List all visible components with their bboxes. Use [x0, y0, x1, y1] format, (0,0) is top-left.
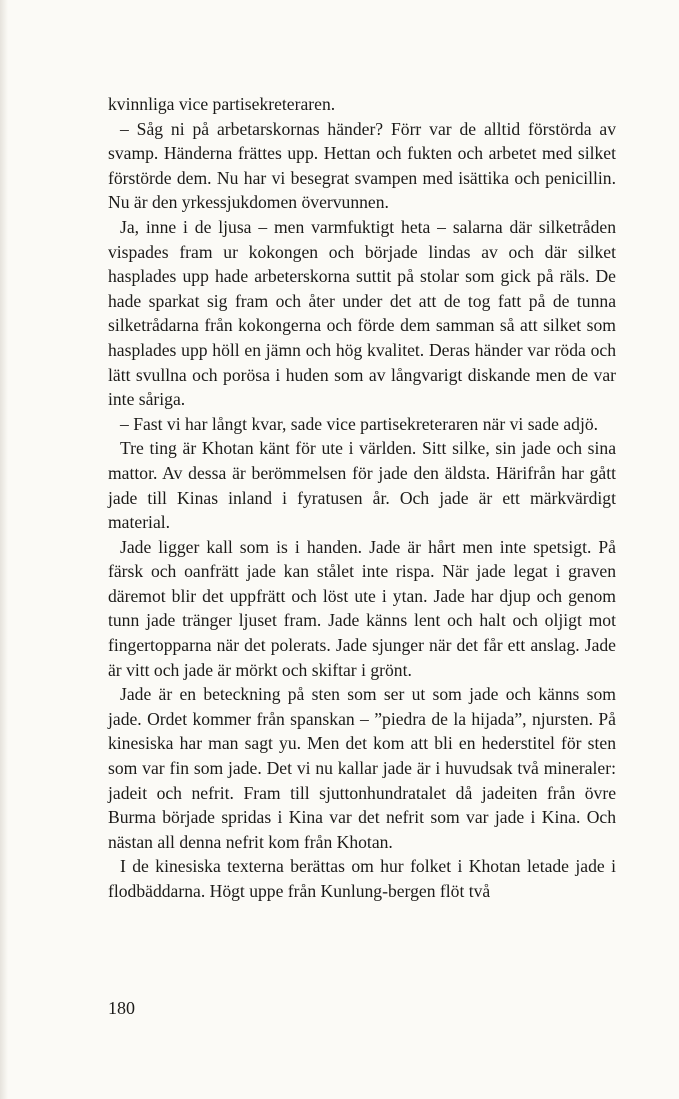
page-binding-shadow: [0, 0, 8, 1099]
paragraph-7: Jade är en beteckning på sten som ser ut som jade och känns som jade. Ordet kommer från spanskan – ”piedra de la hijada”, njursten. På kinesiska har man sagt yu. Men det kom att bli en hederstitel för sten som var fin som jade. Det vi nu kallar jade är i huvudsak två mineraler: jadeit och nefrit. Fram till sjuttonhundratalet då jadeiten från övre Burma började spridas i Kina var det nefrit som var jade i Kina. Och nästan all denna nefrit kom från Khotan.: [108, 684, 616, 852]
paragraph-1: kvinnliga vice partisekreteraren.: [108, 94, 336, 114]
paragraph-5: Tre ting är Khotan känt för ute i världen. Sitt silke, sin jade och sina mattor. Av dessa är berömmelsen för jade den äldsta. Härifrån har gått jade till Kinas inland i fyratusen år. Och jade är ett märkvärdigt material.: [108, 438, 616, 533]
paragraph-3: Ja, inne i de ljusa – men varmfuktigt heta – salarna där silketråden vispades fram ur kokongen och började lindas av och där silket hasplades upp hade arbeterskorna suttit på stolar som gick på räls. De hade sparkat sig fram och åter under det att de tog fatt på de tunna silketrådarna från kokongerna och förde dem samman så att silket som hasplades upp höll en jämn och hög kvalitet. Deras händer var röda och lätt svullna och porösa i huden som av långvarigt diskande men de var inte såriga.: [108, 216, 616, 410]
paragraph-4: – Fast vi har långt kvar, sade vice partisekreteraren när vi sade adjö.: [120, 413, 599, 434]
page-number: 180: [108, 998, 135, 1018]
body-text: [108, 92, 616, 904]
paragraph-2: – Såg ni på arbetarskornas händer? Förr var de alltid förstörda av svamp. Händerna frättes upp. Hettan och fukten och arbetet med silket förstörde dem. Nu har vi besegrat svampen med isättika och penicillin. Nu är den yrkessjukdomen övervunnen.: [108, 118, 616, 213]
paragraph-6: Jade ligger kall som is i handen. Jade är hårt men inte spetsigt. På färsk och oanfrätt jade kan stålet inte rispa. När jade legat i graven däremot blir det uppfrätt och löst ute i ytan. Jade har djup och genom tunn jade tränger ljuset fram. Jade känns lent och halt och oljigt mot fingertopparna när det polerats. Jade sjunger när det får ett anslag. Jade är vitt och jade är mörkt och skiftar i grönt.: [108, 536, 616, 680]
paragraph-8: I de kinesiska texterna berättas om hur folket i Khotan letade jade i flodbäddarna. Högt uppe från Kunlung-bergen flöt två: [108, 856, 616, 901]
